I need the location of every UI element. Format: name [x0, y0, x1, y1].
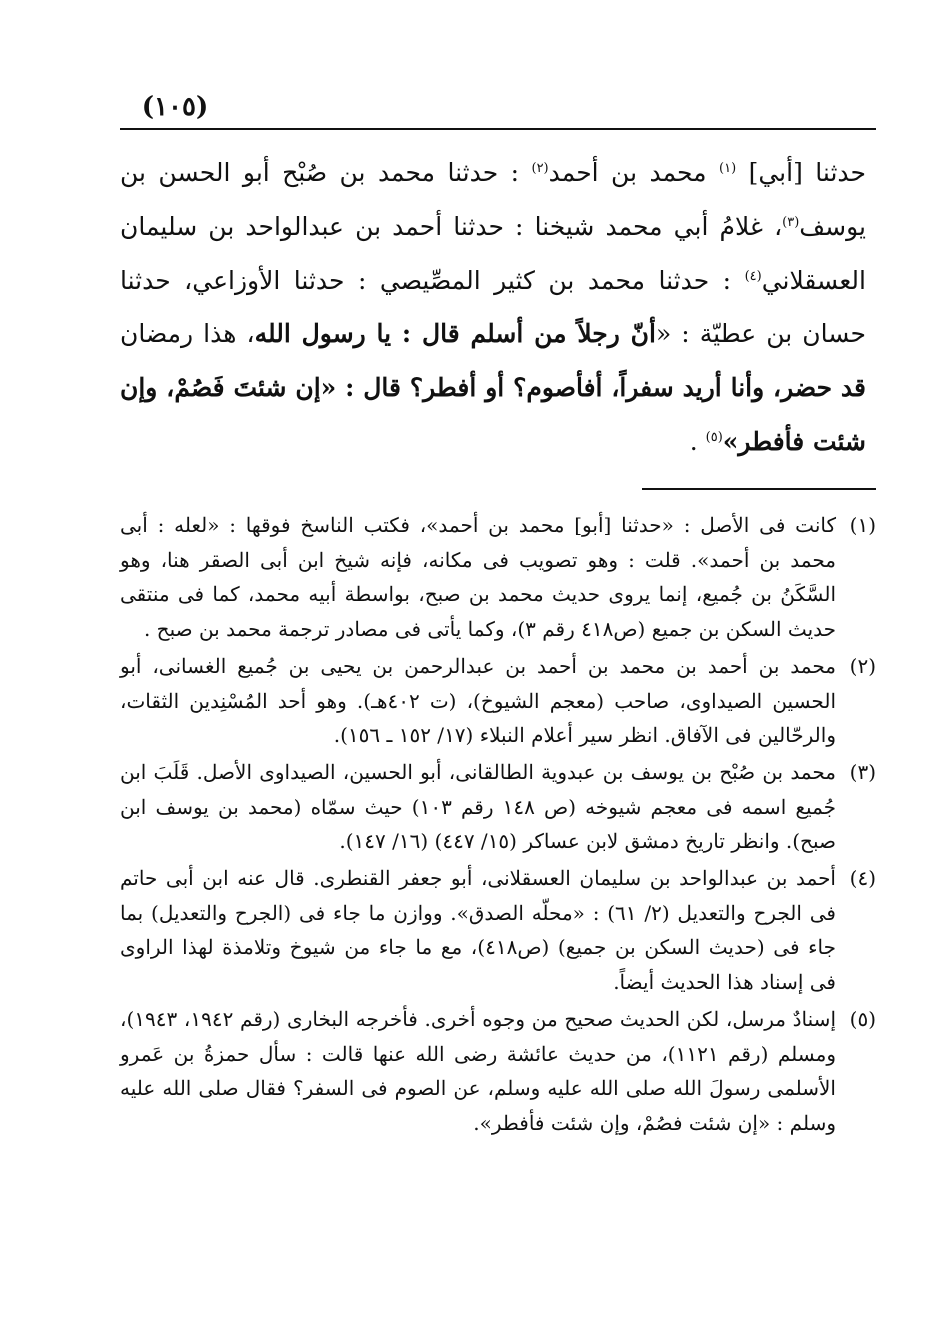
footnote-ref-1[interactable]: (١)	[719, 161, 737, 176]
footnote-text: إسنادٌ مرسل، لكن الحديث صحيح من وجوه أخرى. فأخرجه البخارى (رقم ١٩٤٢، ١٩٤٣)، ومسلم (رقم ١١٢١)، من حديث عائشة رضى الله عنها قالت : سأل حمزةُ بن عَمرو الأسلمى رسولَ الله صلى الله عليه وسلم، عن الصوم فى السفر؟ فقال صلى الله عليه وسلم : «إن شئت فصُمْ، وإن شئت فأفطر».	[120, 1006, 837, 1135]
footnote-separator	[642, 488, 876, 490]
main-paragraph	[120, 146, 866, 469]
footnote-number: (٤)	[849, 866, 876, 891]
footnotes	[120, 508, 876, 1143]
footnote-number: (٣)	[849, 759, 876, 784]
main-text-segment: : حدثنا محمد بن كثير المصِّيصي : حدثنا الأوزاعي، حدثنا حسان بن عطيّة : «	[120, 265, 866, 349]
footnote-number: (١)	[849, 513, 876, 537]
footnote-5	[120, 1002, 876, 1141]
main-text	[120, 146, 866, 469]
main-text-intro: حدثنا [أبي]	[736, 158, 866, 187]
footnote-2	[120, 649, 876, 753]
footnote-text: محمد بن صُبْح بن يوسف بن عبدوية الطالقانى، أبو الحسين، الصيداوى الأصل. قَلَبَ ابن جُميع اسمه فى معجم شيوخه (ص ١٤٨ رقم ١٠٣) حيث سمّاه (محمد بن يوسف ابن صبح). وانظر تاريخ دمشق لابن عساكر (١٥/ ٤٤٧) (١٦/ ١٤٧).	[120, 759, 836, 854]
footnote-ref-4[interactable]: (٤)	[744, 268, 762, 284]
main-text-segment: محمد بن أحمد	[548, 158, 720, 187]
hadith-text-bold: قد حضر، وأنا أريد سفراً، أفأصوم؟ أو أفطر؟ قال : «إن شئتَ فَصُمْ، وإن شئت فأفطر»	[120, 373, 866, 456]
main-text-segment: ، غلامُ أبي محمد شيخنا : حدثنا أحمد بن عبدالواحد بن سليمان العسقلاني	[120, 211, 866, 295]
main-text-segment: : حدثنا محمد بن صُبْح أبو الحسن بن يوسف	[120, 158, 866, 241]
main-text-segment: ، هذا رمضان	[120, 319, 255, 349]
footnote-number: (٥)	[849, 1006, 876, 1031]
footnote-text: أحمد بن عبدالواحد بن سليمان العسقلانى، أبو جعفر القنطرى. قال عنه ابن أبى حاتم فى الجرح والتعديل (٢/ ٦١) : «محلّه الصدق». ووازن ما جاء فى (الجرح والتعديل) بما جاء فى (حديث السكن بن جميع) (ص٤١٨)، مع ما جاء من شيوخ وتلامذة لهذا الراوى فى إسناد هذا الحديث أيضاً.	[120, 866, 836, 995]
footnote-text: محمد بن أحمد بن محمد بن أحمد بن عبدالرحمن بن يحيى بن جُميع الغسانى، أبو الحسين الصيداوى، صاحب (معجم الشيوخ)، (ت ٤٠٢هـ). وهو أحد المُسْنِدين الثقات، والرحّالين فى الآفاق. انظر سير أعلام النبلاء (١٧/ ١٥٢ ـ ١٥٦).	[120, 653, 836, 748]
main-text-end: .	[689, 426, 706, 456]
footnote-4	[120, 861, 876, 1000]
footnote-text: كانت فى الأصل : «حدثنا [أبو] محمد بن أحمد»، فكتب الناسخ فوقها : «لعله : أبى محمد بن أحمد». قلت : وهو تصويب فى مكانه، فإنه شيخ ابن أبى الصقر هنا، وهو السَّكَنُ بن جُميع، إنما يروى حديث محمد بن صبح، بواسطة أبيه محمد، كما فى منتقى حديث السكن بن جميع (ص٤١٨ رقم ٣)، وكما يأتى فى مصادر ترجمة محمد بن صبح .	[120, 513, 836, 642]
header-rule	[120, 128, 876, 130]
footnote-ref-3[interactable]: (٣)	[782, 214, 800, 230]
footnote-1	[120, 508, 876, 647]
page-number: (١٠٥)	[141, 92, 209, 122]
footnote-ref-5[interactable]: (٥)	[705, 429, 723, 445]
hadith-text-bold: أنّ رجلاً من أسلم قال : يا رسول الله	[254, 319, 656, 349]
footnote-3	[120, 755, 876, 859]
footnote-ref-2[interactable]: (٢)	[531, 161, 549, 176]
footnote-number: (٢)	[849, 653, 876, 678]
